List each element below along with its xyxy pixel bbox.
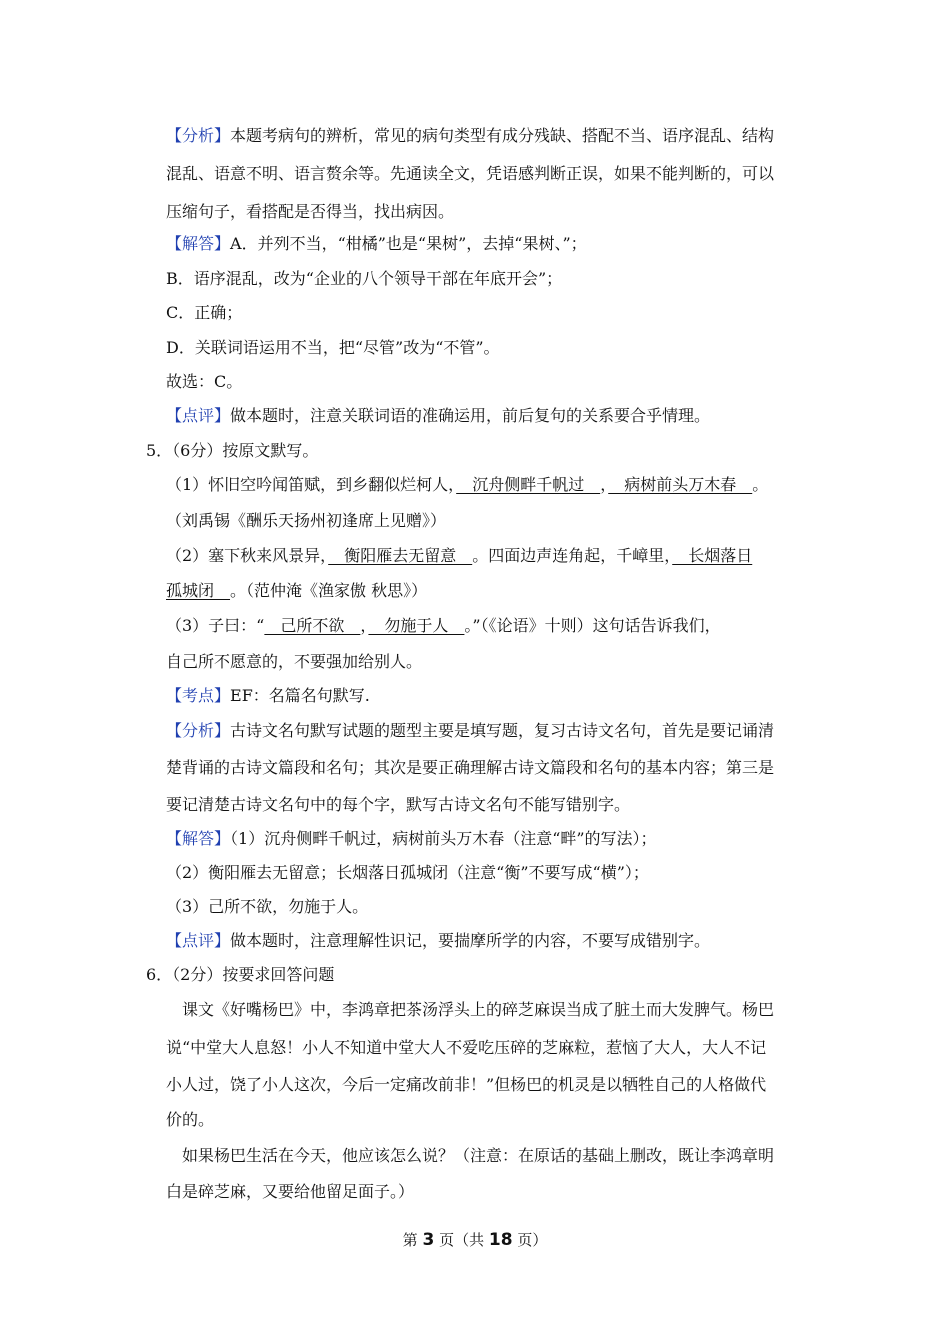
q5-analysis-line-1: 【分析】古诗文名句默写试题的题型主要是填写题，复习古诗文名句，首先是要记诵清 xyxy=(166,721,775,740)
page-number: 3 xyxy=(422,1230,435,1250)
q6-title: 6．（2分）按要求回答问题 xyxy=(146,965,335,984)
q5-part-3-line-2: 自己所不愿意的，不要强加给别人。 xyxy=(166,652,423,671)
answer-tag: 【解答】 xyxy=(166,829,231,848)
q6-para1-line-3: 小人过，饶了小人这次，今后一定痛改前非！”但杨巴的机灵是以牺牲自己的人格做代 xyxy=(166,1075,767,1094)
q4-choice: 故选：C。 xyxy=(166,372,243,391)
kaodian-tag: 【考点】 xyxy=(166,686,231,705)
page-total: 18 xyxy=(488,1230,513,1250)
answer-blank: 勿施于人 xyxy=(368,616,465,635)
analysis-tag: 【分析】 xyxy=(166,126,231,145)
q6-para1-line-4: 价的。 xyxy=(166,1110,215,1129)
analysis-tag: 【分析】 xyxy=(166,721,231,740)
answer-blank: 孤城闭 xyxy=(166,581,231,600)
answer-blank: 病树前头万木春 xyxy=(608,475,753,494)
answer-blank: 沉舟侧畔千帆过 xyxy=(456,475,601,494)
answer-tag: 【解答】 xyxy=(166,234,231,253)
q5-part-3: （3）子曰：“ 己所不欲 ， 勿施于人 。”（《论语》十则）这句话告诉我们， xyxy=(166,616,721,635)
q5-part-1: （1）怀旧空吟闻笛赋，到乡翻似烂柯人， 沉舟侧畔千帆过 ， 病树前头万木春 。 xyxy=(166,475,769,494)
q4-answer-a: 【解答】A．并列不当，“柑橘”也是“果树”，去掉“果树、”； xyxy=(166,234,587,253)
q6-para2-line-2: 白是碎芝麻，又要给他留足面子。） xyxy=(166,1182,415,1201)
q5-part-2-line-2: 孤城闭 。（范仲淹《渔家傲 秋思》） xyxy=(166,581,428,600)
answer-blank: 长烟落日 xyxy=(672,546,753,565)
comment-tag: 【点评】 xyxy=(166,406,231,425)
q5-answer-2: （2）衡阳雁去无留意；长烟落日孤城闭（注意“衡”不要写成“横”）； xyxy=(166,863,649,882)
q5-comment: 【点评】做本题时，注意理解性识记，要揣摩所学的内容，不要写成错别字。 xyxy=(166,931,711,950)
q5-kaodian: 【考点】EF：名篇名句默写. xyxy=(166,686,370,705)
q4-analysis-line-3: 压缩句子，看搭配是否得当，找出病因。 xyxy=(166,202,455,221)
q4-answer-c: C．正确； xyxy=(166,303,243,322)
q5-answer-3: （3）己所不欲，勿施于人。 xyxy=(166,897,369,916)
q4-analysis-line-2: 混乱、语意不明、语言赘余等。先通读全文，凭语感判断正误，如果不能判断的，可以 xyxy=(166,164,775,183)
q6-para1-line-2: 说“中堂大人息怒！小人不知道中堂大人不爱吃压碎的芝麻粒，惹恼了大人，大人不记 xyxy=(166,1038,767,1057)
page-footer: 第 3 页（共 18 页） xyxy=(402,1230,548,1250)
q5-part-1-source: （刘禹锡《酬乐天扬州初逢席上见赠》） xyxy=(166,511,447,530)
q4-comment: 【点评】做本题时，注意关联词语的准确运用，前后复句的关系要合乎情理。 xyxy=(166,406,711,425)
q5-analysis-line-3: 要记清楚古诗文名句中的每个字，默写古诗文名句不能写错别字。 xyxy=(166,795,631,814)
q4-answer-d: D．关联词语运用不当，把“尽管”改为“不管”。 xyxy=(166,338,500,357)
q4-analysis-line-1: 【分析】本题考病句的辨析，常见的病句类型有成分残缺、搭配不当、语序混乱、结构 xyxy=(166,126,775,145)
q5-analysis-line-2: 楚背诵的古诗文篇段和名句；其次是要正确理解古诗文篇段和名句的基本内容；第三是 xyxy=(166,758,775,777)
q6-para2-line-1: 如果杨巴生活在今天，他应该怎么说？（注意：在原话的基础上删改，既让李鸿章明 xyxy=(182,1146,775,1165)
answer-blank: 衡阳雁去无留意 xyxy=(328,546,473,565)
q4-answer-b: B．语序混乱，改为“企业的八个领导干部在年底开会”； xyxy=(166,269,563,288)
comment-tag: 【点评】 xyxy=(166,931,231,950)
q5-part-2: （2）塞下秋来风景异， 衡阳雁去无留意 。四面边声连角起，千嶂里， 长烟落日 xyxy=(166,546,753,565)
q5-title: 5．（6分）按原文默写。 xyxy=(146,441,319,460)
answer-blank: 己所不欲 xyxy=(264,616,361,635)
q5-answer-1: 【解答】（1）沉舟侧畔千帆过，病树前头万木春（注意“畔”的写法）； xyxy=(166,829,657,848)
q6-para1-line-1: 课文《好嘴杨巴》中，李鸿章把茶汤浮头上的碎芝麻误当成了脏土而大发脾气。杨巴 xyxy=(182,1000,775,1019)
